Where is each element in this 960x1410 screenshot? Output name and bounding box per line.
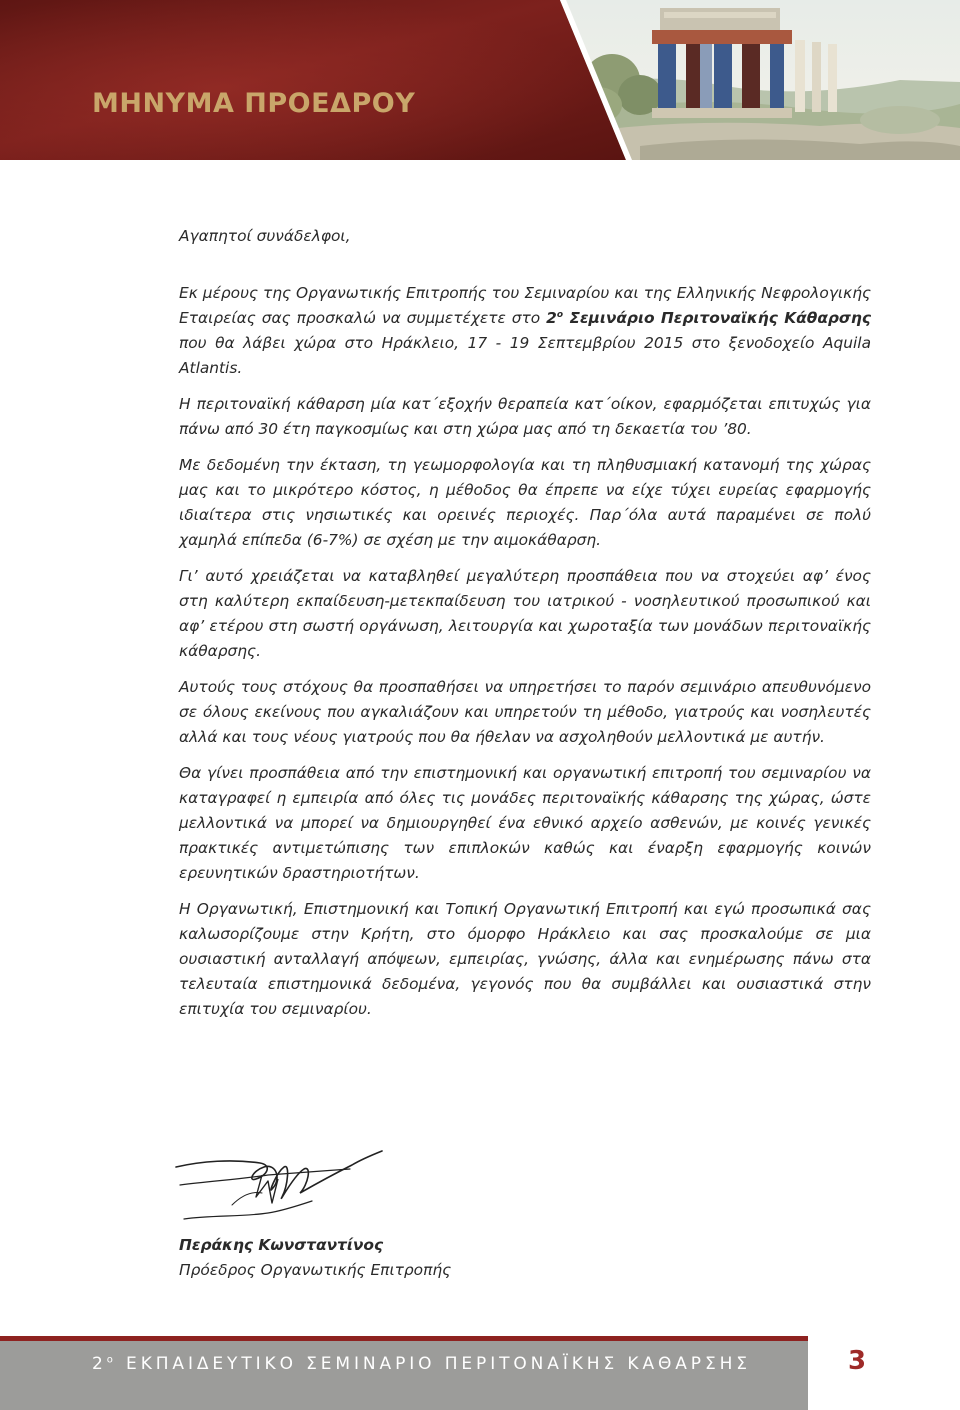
page-title: ΜΗΝΥΜΑ ΠΡΟΕΔΡΟΥ [92,88,416,119]
letter-body [179,224,871,1033]
paragraph-therapy: Η περιτοναϊκή κάθαρση μία κατ΄εξοχήν θεραπεία κατ΄οίκον, εφαρμόζεται επιτυχώς για πάνω από 30 έτη παγκοσμίως και στη χώρα μας από τη δεκαετία του ’80. [179,395,871,438]
header-banner [0,0,960,160]
invitation-details: που θα λάβει χώρα στο Ηράκλειο, 17 - 19 Σεπτεμβρίου 2015 στο ξενοδοχείο Aquila Atlantis. [179,334,871,377]
paragraph-goals: Αυτούς τους στόχους θα προσπαθήσει να υπηρετήσει το παρόν σεμινάριο απευθυνόμενο σε όλους εκείνους που αγκαλιάζουν και υπηρετούν τη μέθοδο, γιατρούς και νοσηλευτές αλλά και τους νέους γιατρούς που θα ήθελαν να ασχοληθούν μελλοντικά με αυτήν. [179,678,871,746]
signer-block [179,1233,451,1283]
invitation-text: Εκ μέρους της Οργανωτικής Επιτροπής του Σεμιναρίου και της Ελληνικής Νεφρολογικής Εταιρείας σας προσκαλώ να συμμετέχετε στο [179,284,871,327]
seminar-ordinal: $2^o$ Σεμινάριο Περιτοναϊκής Κάθαρσης [546,309,871,327]
paragraph-invitation [179,281,871,381]
footer-seminar-title: $2^o$ ΕΚΠΑΙΔΕΥΤΙΚΟ ΣΕΜΙΝΑΡΙΟ ΠΕΡΙΤΟΝΑΪΚΗΣ ΚΑΘΑΡΣΗΣ [92,1354,751,1374]
header-artwork [0,0,960,160]
signature-image [172,1145,387,1230]
greeting: Αγαπητοί συνάδελφοι, [179,227,351,245]
footer-band [0,1341,808,1410]
paragraph-education: Γι’ αυτό χρειάζεται να καταβληθεί μεγαλύτερη προσπάθεια που να στοχεύει αφ’ ένος στη καλύτερη εκπαίδευση-μετεκπαίδευση του ιατρικού - νοσηλευτικού προσωπικού και αφ’ ετέρου στη σωστή οργάνωση, λειτουργία και χωροταξία των μονάδων περιτοναϊκής κάθαρσης. [179,567,871,660]
page-number: 3 [848,1346,867,1376]
signer-role: Πρόεδρος Οργανωτικής Επιτροπής [179,1261,452,1279]
paragraph-geography: Με δεδομένη την έκταση, τη γεωμορφολογία και τη πληθυσμιακή κατανομή της χώρας μας και το μικρότερο κόστος, η μέθοδος θα έπρεπε να είχε τύχει ευρείας εφαρμογής ιδιαίτερα στις νησιωτικές και ορεινές περιοχές. Παρ΄όλα αυτά παραμένει σε πολύ χαμηλά επίπεδα (6-7%) σε σχέση με την αιμοκάθαρση. [179,456,871,549]
paragraph-welcome: Η Οργανωτική, Επιστημονική και Τοπική Οργανωτική Επιτροπή και εγώ προσωπικά σας καλωσορίζουμε στην Κρήτη, στο όμορφο Ηράκλειο και σας προσκαλούμε σε μια ουσιαστική ανταλλαγή απόψεων, εμπειρίας, γνώσης, άλλα και ενημέρωσης πάνω στα τελευταία επιστημονικά δεδομένα, γεγονός που θα συμβάλλει και ουσιαστικά στην επιτυχία του σεμιναρίου. [179,900,871,1018]
signer-name: Περάκης Κωνσταντίνος [179,1236,384,1254]
seminar-title: Σεμινάριο Περιτοναϊκής Κάθαρσης [563,309,871,327]
paragraph-registry: Θα γίνει προσπάθεια από την επιστημονική και οργανωτική επιτροπή του σεμιναρίου να καταγραφεί η εμπειρία από όλες τις μονάδες περιτοναϊκής κάθαρσης της χώρας, ώστε μελλοντικά να μπορεί να δημιουργηθεί ένα εθνικό αρχείο ασθενών, με κοινές γενικές πρακτικές αντιμετώπισης των επιπλοκών καθώς και έναρξη εφαρμογής κοινών ερευνητικών δραστηριοτήτων. [179,764,871,882]
